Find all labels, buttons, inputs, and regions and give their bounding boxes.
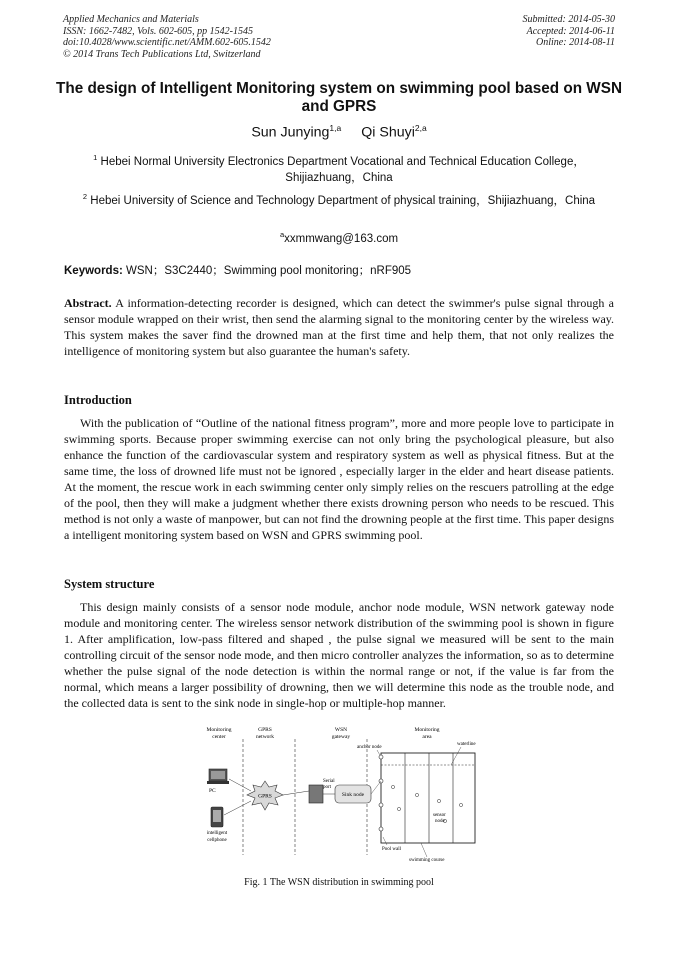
link-line — [283, 791, 309, 795]
accepted-date: Accepted: 2014-06-11 — [526, 25, 615, 37]
abstract — [64, 295, 614, 359]
abstract-text: A information-detecting recorder is designed, which can detect the swimmer's pulse signal through a sensor module wrapped on their wrist, then send the alarming signal to the monitoring center by the wireless way. This system makes the saver find the drowned man at the first time and help them, that not only realizes the intelligence of monitoring system but also guarantee the human's safety. — [64, 296, 614, 358]
anchor-node-marker — [379, 755, 383, 759]
sensor-node-marker — [391, 785, 394, 788]
keywords-label: Keywords: — [64, 265, 123, 277]
author-email — [60, 227, 618, 247]
label-monitoring-area-1: Monitoring — [414, 727, 440, 733]
label-waterline: waterline — [457, 742, 476, 747]
pointer-line — [383, 837, 387, 845]
sensor-node-marker — [459, 803, 462, 806]
pointer-line — [421, 843, 427, 857]
anchor-node-marker — [379, 827, 383, 831]
sensor-node-marker — [437, 799, 440, 802]
figure-diagram — [195, 725, 485, 870]
online-date: Online: 2014-08-11 — [536, 37, 615, 48]
label-monitoring-center-2: center — [212, 734, 226, 740]
anchor-node-marker — [379, 803, 383, 807]
label-wsn-gateway-1: WSN — [334, 727, 348, 733]
keywords-line — [64, 262, 614, 278]
label-sensor-node-1: sensor — [433, 813, 446, 818]
journal-name: Applied Mechanics and Materials — [63, 14, 199, 25]
figure-wsn-distribution — [195, 725, 485, 870]
author-superscript: 2,a — [414, 123, 427, 133]
email-address[interactable]: xxmmwang@163.com — [284, 232, 399, 245]
link-line — [371, 781, 381, 794]
cellphone-icon — [211, 807, 223, 827]
email-marker: a — [279, 230, 285, 239]
submitted-date: Submitted: 2014-05-30 — [522, 14, 615, 25]
pool-outline — [381, 753, 475, 843]
sensor-node-marker — [415, 793, 418, 796]
author-superscript: 1,a — [329, 123, 342, 133]
system-structure-paragraph: This design mainly consists of a sensor node module, anchor node module, WSN network gateway node module and monitoring center. The wireless sensor network distribution of the swimming pool is shown in figure 1. After amplification, low-pass filtered and shaped , the pulse signal we measured will be sent to the main controlling circuit of the sensor node mode, and then micro controller analyzes the information, so as to determine whether the pulse signal of the node detection is within the normal range or not, if the value is far from the normal, which means a larger possibility of drowning, then we will determine this node as the trouble node, and the collected data is sent to the sink node in single-hop or multiple-hop manner. — [64, 600, 614, 710]
label-serial-port-2: port — [323, 785, 332, 790]
affiliation-2 — [60, 189, 618, 209]
copyright-line: © 2014 Trans Tech Publications Ltd, Switzerland — [63, 48, 261, 60]
affiliation-marker: 2 — [82, 192, 88, 201]
label-gprs-cloud: GPRS — [258, 793, 272, 800]
journal-header — [63, 14, 271, 60]
section-heading-system-structure: System structure — [64, 577, 155, 591]
author-name: Sun Junying — [251, 124, 330, 141]
paper-title: The design of Intelligent Monitoring system on swimming pool based on WSN and GPRS — [56, 80, 622, 115]
label-pool-wall: Pool wall — [382, 847, 402, 852]
label-gprs-network-1: GPRS — [258, 727, 272, 733]
label-cellphone-2: cellphone — [207, 838, 227, 843]
label-monitoring-center-1: Monitoring — [206, 727, 232, 733]
affiliation-marker: 1 — [93, 153, 98, 162]
label-serial-port-1: Serial — [323, 779, 335, 784]
label-sensor-node-2: node — [435, 819, 445, 824]
affiliation-1 — [60, 150, 618, 186]
abstract-label: Abstract. — [64, 296, 112, 310]
gateway-device-icon — [309, 785, 323, 803]
label-pc: PC — [209, 788, 216, 794]
doi-line[interactable]: doi:10.4028/www.scientific.net/AMM.602-605.1542 — [63, 37, 271, 48]
section-heading-introduction: Introduction — [64, 393, 132, 407]
label-gprs-network-2: network — [255, 734, 275, 740]
label-swimming-course: swimming course — [409, 858, 445, 863]
keywords-text: WSN；S3C2440；Swimming pool monitoring；nRF905 — [126, 265, 412, 277]
pc-icon — [207, 769, 229, 784]
sensor-node-marker — [397, 807, 400, 810]
issn-line: ISSN: 1662-7482, Vols. 602-605, pp 1542-1545 — [63, 25, 253, 37]
link-line — [224, 801, 251, 815]
figure-caption: Fig. 1 The WSN distribution in swimming pool — [244, 877, 434, 888]
introduction-paragraph: With the publication of “Outline of the national fitness program”, more and more people love to participate in swimming sports. Because proper swimming exercise can not only bring the psychological pleasure, but also enhance the function of the cardiovascular system and respiratory system as well as physical fitness. But at the same time, the loss of drowned life must not be ignored , especially larger in the elder and heart disease patients. At the moment, the rescue work in each swimming center only simply relies on the rescuers patrolling at the edge of the pool, then they will make a judgment whether there exists drowning person who needs to be rescued. This method is not only a waste of manpower, but can not find the drowning people at the first time. This paper designs a intelligent monitoring system based on WSN and GPRS swimming pool. — [64, 416, 614, 542]
affiliation-text: Hebei University of Science and Technology Department of physical training，Shijiazhuang，China — [90, 194, 596, 207]
author-list — [50, 123, 628, 141]
label-sink-node: Sink node — [341, 792, 365, 798]
affiliation-text: Hebei Normal University Electronics Department Vocational and Technical Education College，Shijiazhuang，China — [100, 155, 585, 184]
pointer-line — [451, 747, 461, 765]
label-cellphone-1: intelligent — [206, 831, 228, 836]
dates-header — [523, 14, 616, 49]
author-name: Qi Shuyi — [361, 124, 415, 141]
link-line — [229, 779, 251, 791]
label-wsn-gateway-2: gateway — [331, 734, 351, 740]
label-anchor-node: anchor node — [357, 745, 382, 750]
label-monitoring-area-2: area — [422, 734, 432, 740]
